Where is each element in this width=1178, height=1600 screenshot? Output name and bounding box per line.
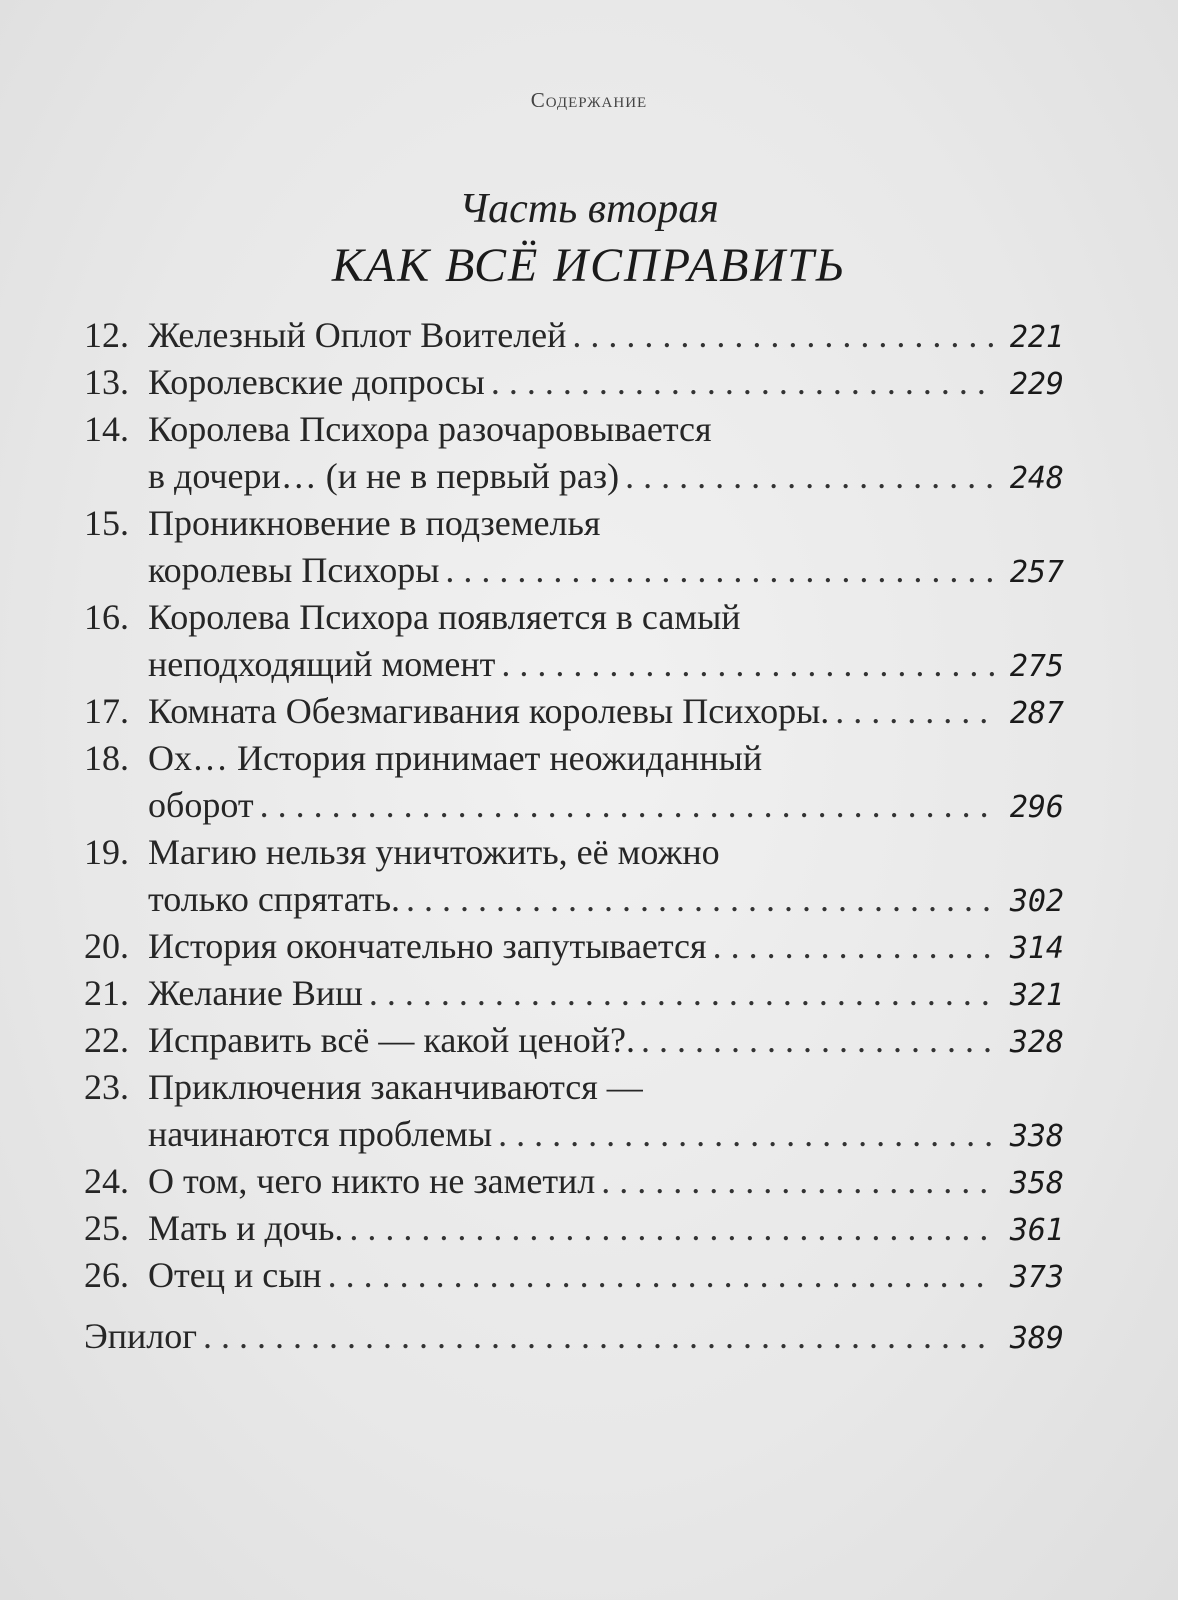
toc-leader-dots (491, 359, 994, 406)
toc-entry-number: 24. (84, 1161, 129, 1201)
toc-leader-dots (835, 688, 994, 735)
toc-entry-title: Ох… История принимает неожиданный (148, 738, 763, 778)
toc-entry-title: Исправить всё — какой ценой?. (148, 1020, 635, 1060)
toc-entry-number: 18. (84, 738, 129, 778)
toc-entry-number: 19. (84, 832, 129, 872)
toc-entry-number: 25. (84, 1208, 129, 1248)
table-of-contents (84, 312, 1064, 1299)
toc-page-number: 373 (1009, 1260, 1064, 1295)
toc-page-number: 389 (1009, 1321, 1064, 1356)
toc-page-number: 248 (1009, 461, 1064, 496)
toc-leader-dots (501, 641, 994, 688)
toc-entry-number: 15. (84, 503, 129, 543)
toc-page-number: 257 (1009, 555, 1064, 590)
toc-line (84, 500, 1064, 547)
toc-entry-title: Магию нельзя уничтожить, её можно (148, 832, 720, 872)
toc-line (84, 359, 1064, 406)
toc-entry-number: 23. (84, 1067, 129, 1107)
toc-entry (84, 688, 1064, 735)
toc-line (84, 1252, 1064, 1299)
toc-page-number: 287 (1009, 696, 1064, 731)
toc-entry-title: неподходящий момент (148, 644, 496, 684)
toc-entry (84, 1017, 1064, 1064)
toc-leader-dots (572, 312, 994, 359)
part-title: Часть вторая (459, 186, 719, 232)
toc-entry (84, 359, 1064, 406)
toc-entry-title: О том, чего никто не заметил (148, 1161, 596, 1201)
toc-entry-title: оборот (148, 785, 254, 825)
toc-line (84, 688, 1064, 735)
part-subtitle: КАК ВСЁ ИСПРАВИТЬ (331, 239, 847, 292)
toc-leader-dots (260, 782, 994, 829)
toc-entry (84, 970, 1064, 1017)
toc-entry (84, 406, 1064, 500)
toc-entry-number: 21. (84, 973, 129, 1013)
toc-entry-title: Проникновение в подземелья (148, 503, 601, 543)
toc-entry-title: королевы Психоры (148, 550, 440, 590)
toc-line (84, 312, 1064, 359)
toc-leader-dots (498, 1111, 994, 1158)
toc-page-number: 296 (1009, 790, 1064, 825)
toc-entry-number: 12. (84, 315, 129, 355)
toc-page-number: 229 (1009, 367, 1064, 402)
toc-entry-title: начинаются проблемы (148, 1114, 493, 1154)
toc-line (84, 453, 1064, 500)
toc-line (84, 1158, 1064, 1205)
toc-line (84, 594, 1064, 641)
toc-entry-title: Отец и сын (148, 1255, 322, 1295)
toc-entry (84, 735, 1064, 829)
toc-line (84, 1205, 1064, 1252)
toc-page-number: 302 (1009, 884, 1064, 919)
toc-line (84, 547, 1064, 594)
toc-page-number: 361 (1009, 1213, 1064, 1248)
toc-entry (84, 1064, 1064, 1158)
toc-line (84, 829, 1064, 876)
toc-entry-number: 14. (84, 409, 129, 449)
toc-page-number: 338 (1009, 1119, 1064, 1154)
toc-page-number: 328 (1009, 1025, 1064, 1060)
toc-entry (84, 1252, 1064, 1299)
toc-entry-title: Железный Оплот Воителей (148, 315, 567, 355)
toc-line (84, 406, 1064, 453)
toc-entry-title: только спрятать. (148, 879, 400, 919)
toc-leader-dots (625, 453, 994, 500)
toc-page-number: 314 (1009, 931, 1064, 966)
toc-entry (84, 923, 1064, 970)
toc-line (84, 1111, 1064, 1158)
toc-page-number: 321 (1009, 978, 1064, 1013)
toc-line (84, 735, 1064, 782)
toc-page-number: 221 (1009, 320, 1064, 355)
toc-entry-number: 22. (84, 1020, 129, 1060)
toc-line (84, 970, 1064, 1017)
running-head: Содержание (530, 88, 648, 112)
toc-leader-dots (328, 1252, 994, 1299)
toc-entry-epilogue (84, 1313, 1064, 1360)
toc-leader-dots (349, 1205, 994, 1252)
toc-line (84, 923, 1064, 970)
toc-entry (84, 829, 1064, 923)
toc-entry-number: 20. (84, 926, 129, 966)
toc-page-number: 358 (1009, 1166, 1064, 1201)
toc-line (84, 1017, 1064, 1064)
toc-entry-number: 17. (84, 691, 129, 731)
toc-entry-title: Желание Виш (148, 973, 363, 1013)
toc-entry-number: 13. (84, 362, 129, 402)
toc-entry (84, 1158, 1064, 1205)
toc-entry-title: История окончательно запутывается (148, 926, 707, 966)
toc-leader-dots (406, 876, 994, 923)
toc-leader-dots (203, 1313, 994, 1360)
toc-line (84, 876, 1064, 923)
toc-entry-title: Королевские допросы (148, 362, 485, 402)
toc-entry-title: Королева Психора разочаровывается (148, 409, 712, 449)
toc-entry-number: 26. (84, 1255, 129, 1295)
toc-leader-dots (641, 1017, 994, 1064)
toc-entry-title: Приключения заканчиваются — (148, 1067, 643, 1107)
toc-entry-title: Мать и дочь. (148, 1208, 344, 1248)
toc-leader-dots (601, 1158, 994, 1205)
toc-entry (84, 1205, 1064, 1252)
toc-entry-title: Королева Психора появляется в самый (148, 597, 741, 637)
toc-entry-title: Комната Обезмагивания королевы Психоры. (148, 691, 830, 731)
toc-leader-dots (369, 970, 994, 1017)
toc-entry (84, 500, 1064, 594)
toc-entry (84, 594, 1064, 688)
toc-line (84, 641, 1064, 688)
toc-entry-number: 16. (84, 597, 129, 637)
toc-leader-dots (713, 923, 994, 970)
toc-page-number: 275 (1009, 649, 1064, 684)
toc-leader-dots (445, 547, 994, 594)
toc-entry-title: в дочери… (и не в первый раз) (148, 456, 620, 496)
toc-line (84, 782, 1064, 829)
toc-line (84, 1064, 1064, 1111)
toc-entry-title: Эпилог (84, 1316, 198, 1356)
toc-entry (84, 312, 1064, 359)
